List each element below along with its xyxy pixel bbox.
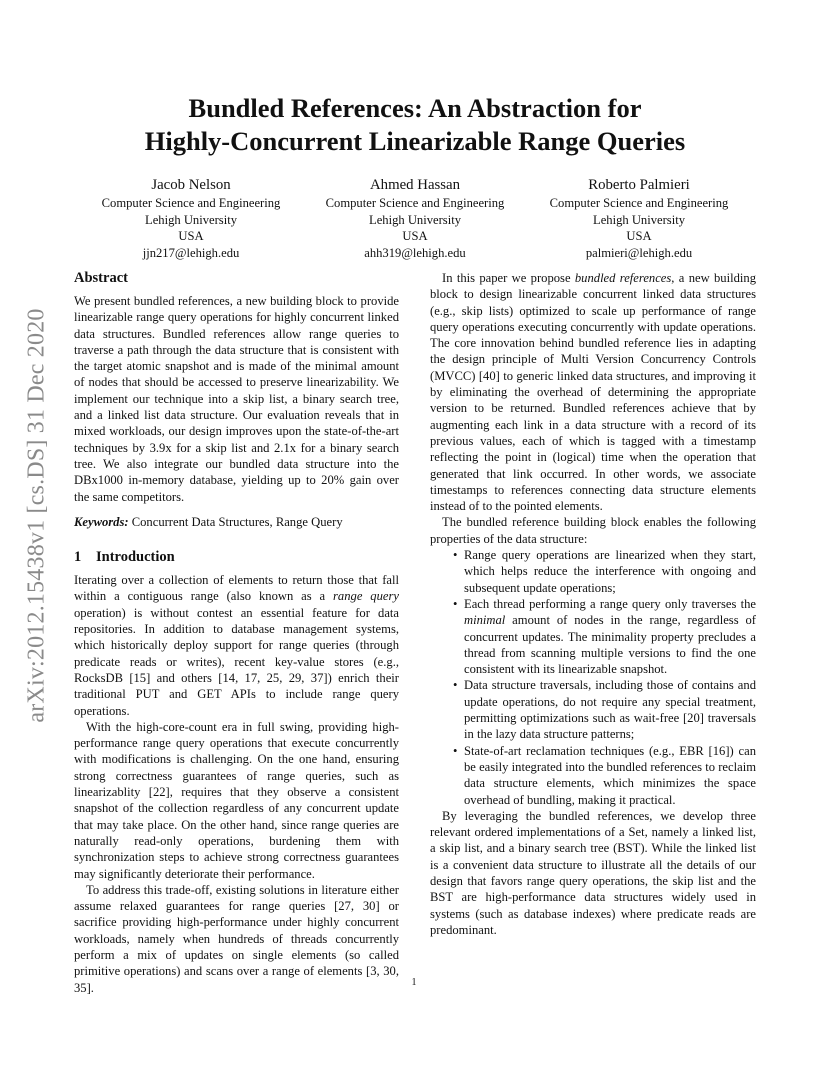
keywords-text: Concurrent Data Structures, Range Query	[131, 514, 343, 529]
right-paragraph-3: By leveraging the bundled references, we develop three relevant ordered implementations of a Set, namely a linked list, a skip list, and a binary search tree (BST). While the linked list is a convenient data structure to illustrate all the details of our design that favors range query operations, the skip list and the BST are high-performance data structures widely used in systems (such as database indexes) where predicate reads are predominant.	[430, 808, 756, 937]
text-run: In this paper we propose	[442, 271, 575, 285]
properties-list	[430, 547, 756, 808]
text-run: operation) is without contest an essential feature for data repositories. In addition to database management systems, which historically deploy support for range queries (through predicate reads or writes), recent key-value stores (e.g., RocksDB [15] and others [14, 17, 25, 29, 37]) enrich their traditional PUT and GET APIs to include range query operations.	[74, 605, 399, 718]
author-name: Ahmed Hassan	[370, 177, 460, 193]
author-dept: Computer Science and Engineering	[549, 196, 729, 210]
arxiv-stamp	[20, 270, 54, 760]
keywords	[74, 514, 399, 530]
paper-title	[70, 92, 760, 158]
list-item	[430, 596, 756, 677]
keywords-label: Keywords:	[74, 514, 129, 529]
abstract-heading: Abstract	[74, 270, 128, 286]
text-run: amount of nodes in the range, regardless of concurrent updates. The minimality property precludes a thread from scanning multiple versions to find the one consistent with its linearizable snapshot.	[464, 613, 756, 677]
emphasis-minimal: minimal	[464, 613, 506, 628]
text-run: Each thread performing a range query only traverses the	[464, 596, 756, 611]
author-2	[304, 176, 526, 261]
right-paragraph-1	[430, 270, 756, 514]
author-dept: Computer Science and Engineering	[325, 196, 505, 210]
author-block	[80, 176, 750, 261]
text-run: Iterating over a collection of elements to return those that fall within a contiguous range (also known as a	[74, 573, 399, 604]
right-paragraph-2: The bundled reference building block enables the following properties of the data structure:	[430, 515, 756, 546]
author-1	[80, 176, 302, 261]
author-email: ahh319@lehigh.edu	[364, 245, 466, 260]
arxiv-stamp-text: arXiv:2012.15438v1 [cs.DS] 31 Dec 2020	[23, 307, 50, 723]
intro-paragraph-3: To address this trade-off, existing solutions in literature either assume relaxed guarantees for range queries [27, 30] or sacrifice providing high-performance under highly concurrent workloads, namely when hundreds of threads concurrently perform a mix of updates on single elements (so called primitive operations) and scans over a range of elements [3, 30, 35].	[74, 882, 399, 995]
section-number: 1	[74, 549, 82, 566]
author-univ: Lehigh University	[593, 212, 685, 227]
section-heading-introduction	[74, 548, 399, 566]
list-item: • State-of-art reclamation techniques (e.g., EBR [16]) can be easily integrated into the bundled references to reclaim data structure elements, which minimizes the space overhead of bundling, making it practical.	[430, 743, 756, 808]
author-email: jjn217@lehigh.edu	[142, 245, 240, 260]
author-name: Roberto Palmieri	[588, 177, 690, 193]
title-line-2: Highly-Concurrent Linearizable Range Queries	[144, 126, 686, 156]
left-column	[74, 269, 399, 996]
author-univ: Lehigh University	[145, 212, 237, 227]
list-item: • Range query operations are linearized when they start, which helps reduce the interference with ongoing and subsequent update operations;	[430, 547, 756, 596]
right-column	[430, 270, 756, 938]
author-country: USA	[402, 229, 428, 243]
emphasis-bundled-references: bundled references	[574, 271, 672, 285]
author-3	[528, 176, 750, 261]
intro-paragraph-2: With the high-core-count era in full swing, providing high-performance range query operations that execute concurrently with modifications is challenging. On the one hand, ensuring strong correctness guarantees of range queries, such as linearizablity [22], requires that they observe a consistent snapshot of the collection regardless of any concurrent update that may take place. On the other hand, since range queries are naturally read-only operations, burdening them with synchronization steps to achieve strong correctness guarantees may significantly deteriorate their performance.	[74, 719, 399, 881]
list-item: • Data structure traversals, including those of contains and update operations, do not require any special treatment, permitting optimizations such as wait-free [20] traversals in the lazy data structure patterns;	[430, 677, 756, 742]
section-title: Introduction	[96, 549, 175, 566]
page-number: 1	[411, 977, 417, 988]
intro-paragraph-1	[74, 572, 399, 719]
abstract-text: We present bundled references, a new building block to provide linearizable range query operations for highly concurrent linked data structures. Bundled references allow range queries to traverse a path through the data structure that is consistent with the target atomic snapshot and is made of the minimal amount of nodes that should be accessed to preserve linearizability. We implement our technique into a skip list, a binary search tree, and a linked list data structure. Our evaluation reveals that in mixed workloads, our design improves upon the state-of-the-art techniques by 3.9x for a skip list and 2.1x for a binary search tree. We also integrate our bundled data structure into the DBx1000 in-memory database, yielding up to 20% gain over the same competitors.	[74, 294, 399, 504]
author-univ: Lehigh University	[369, 212, 461, 227]
author-name: Jacob Nelson	[151, 177, 231, 193]
author-country: USA	[178, 229, 204, 243]
author-country: USA	[626, 229, 652, 243]
text-run: , a new building block to design linearizable concurrent linked data structures (e.g., skip lists) optimized to scale up performance of range query operations executing concurrently with update operations. The core innovation behind bundled reference lies in adapting the design principle of Multi Version Concurrency Controls (MVCC) [40] to generic linked data structures, and improving it by eliminating the overhead of determining the appropriate version to be returned. Bundled references achieve that by augmenting each link in a data structure with a record of its previous values, each of which is tagged with a timestamp reflecting the point in (logical) time when the operation that generated that link occurred. In other words, we associate timestamps to references connecting data structure elements instead of to the pointed elements.	[430, 271, 756, 514]
author-dept: Computer Science and Engineering	[101, 196, 281, 210]
author-email: palmieri@lehigh.edu	[585, 245, 693, 260]
title-line-1: Bundled References: An Abstraction for	[188, 93, 642, 123]
emphasis-range-query: range query	[333, 589, 399, 604]
